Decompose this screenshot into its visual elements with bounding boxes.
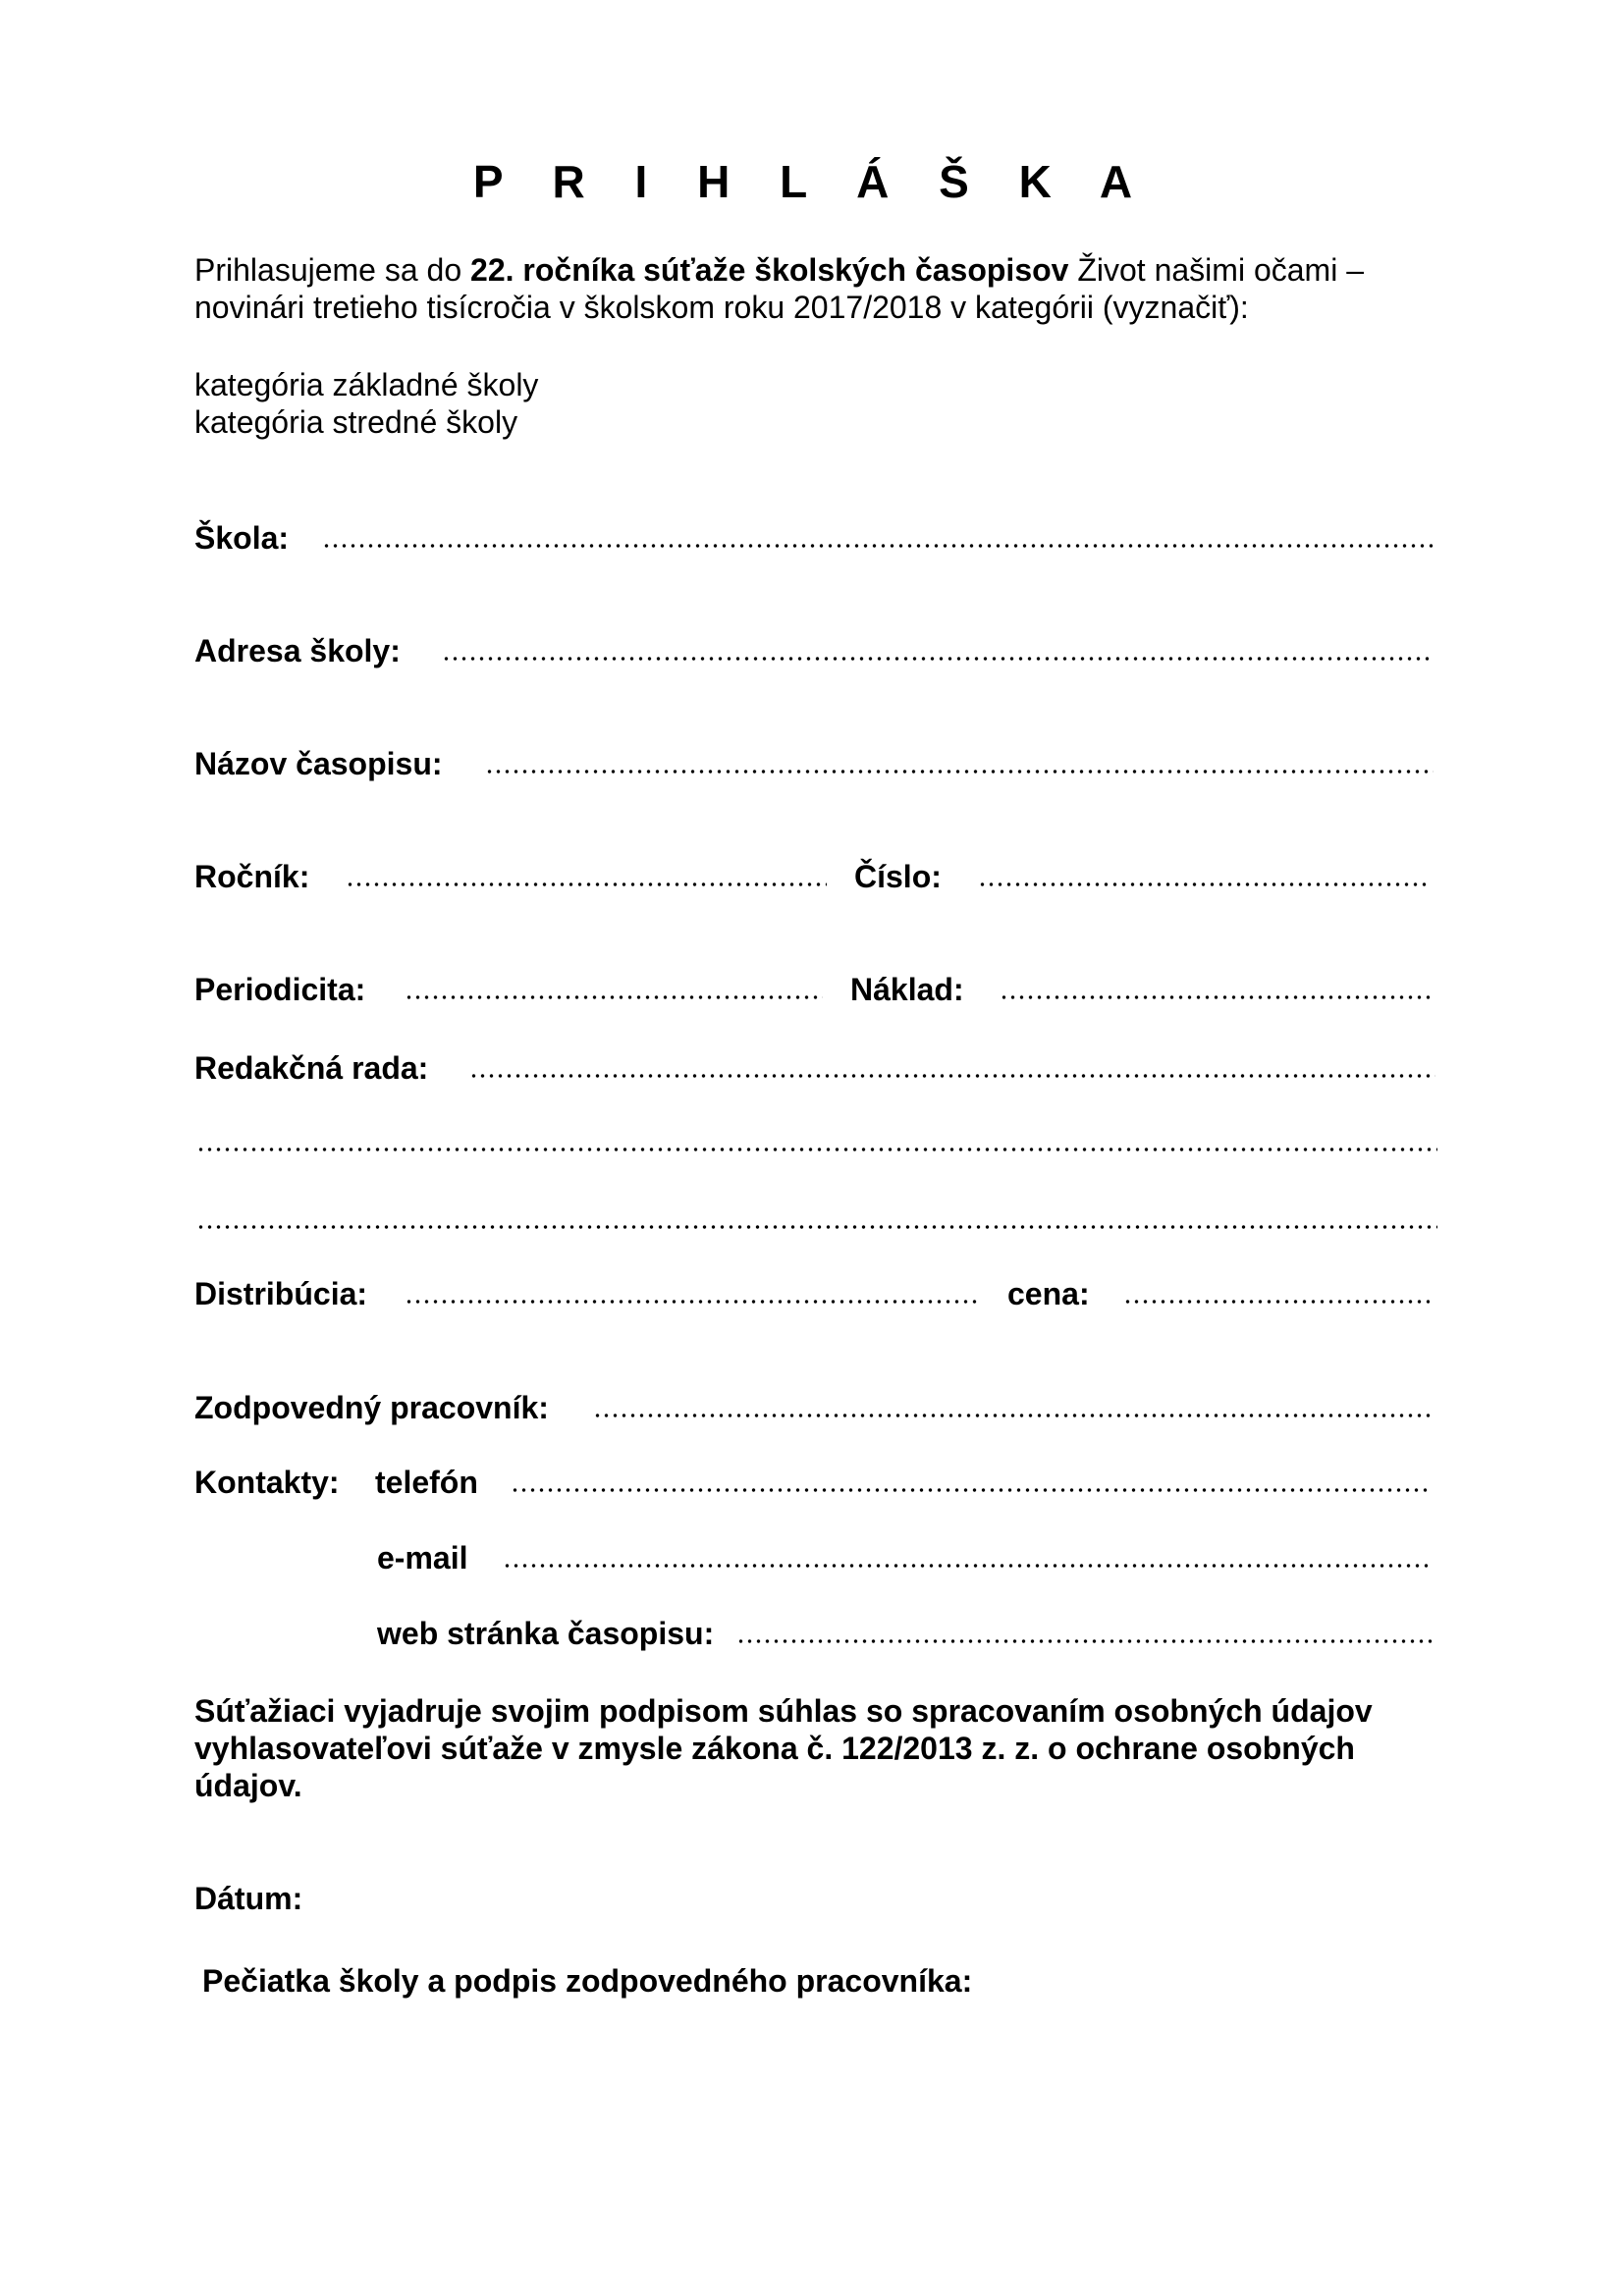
editorial-board-input-line-3[interactable]	[196, 1224, 1437, 1230]
phone-input-line[interactable]	[511, 1487, 1432, 1493]
editorial-board-label: Redakčná rada:	[194, 1050, 429, 1086]
page-title: P R I H L Á Š K A	[472, 156, 1152, 207]
contacts-label: Kontakty:	[194, 1465, 340, 1500]
website-input-line[interactable]	[736, 1638, 1434, 1644]
distribution-input-line[interactable]	[405, 1299, 980, 1305]
volume-input-line[interactable]	[346, 881, 827, 887]
volume-label: Ročník:	[194, 859, 310, 894]
school-address-input-line[interactable]	[442, 656, 1434, 662]
email-input-line[interactable]	[503, 1563, 1432, 1569]
stamp-signature-label: Pečiatka školy a podpis zodpovedného pracovníka:	[202, 1963, 973, 1999]
print-run-label: Náklad:	[850, 972, 964, 1007]
issue-number-label: Číslo:	[854, 859, 942, 894]
price-label: cena:	[1007, 1276, 1090, 1311]
periodicity-label: Periodicita:	[194, 972, 366, 1007]
intro-text-bold: 22. ročníka súťaže školských časopisov	[470, 252, 1069, 288]
print-run-input-line[interactable]	[1000, 994, 1434, 1000]
school-input-line[interactable]	[322, 543, 1434, 549]
editorial-board-input-line-1[interactable]	[469, 1073, 1435, 1079]
issue-number-input-line[interactable]	[978, 881, 1430, 887]
intro-text-c: Život našimi očami –	[1068, 252, 1364, 288]
email-label: e-mail	[377, 1540, 468, 1575]
intro-text-a: Prihlasujeme sa do	[194, 252, 471, 288]
intro-line-2: novinári tretieho tisícročia v školskom roku 2017/2018 v kategórii (vyznačiť):	[194, 290, 1249, 325]
magazine-name-input-line[interactable]	[485, 769, 1434, 774]
responsible-person-input-line[interactable]	[593, 1413, 1434, 1418]
school-address-label: Adresa školy:	[194, 633, 401, 668]
periodicity-input-line[interactable]	[405, 994, 823, 1000]
distribution-label: Distribúcia:	[194, 1276, 368, 1311]
date-label: Dátum:	[194, 1881, 303, 1916]
school-label: Škola:	[194, 520, 290, 556]
website-label: web stránka časopisu:	[377, 1616, 715, 1651]
category-secondary[interactable]: kategória stredné školy	[194, 404, 518, 440]
editorial-board-input-line-2[interactable]	[196, 1147, 1437, 1152]
consent-statement: Súťažiaci vyjadruje svojim podpisom súhlas so spracovaním osobných údajov vyhlasovateľovi súťaže v zmysle zákona č. 122/2013 z. z. o ochrane osobných údajov.	[194, 1693, 1373, 1803]
price-input-line[interactable]	[1123, 1299, 1430, 1305]
magazine-name-label: Názov časopisu:	[194, 746, 443, 781]
category-elementary[interactable]: kategória základné školy	[194, 367, 539, 402]
responsible-person-label: Zodpovedný pracovník:	[194, 1390, 549, 1425]
intro-line-1	[194, 251, 1364, 289]
phone-label: telefón	[375, 1465, 478, 1500]
